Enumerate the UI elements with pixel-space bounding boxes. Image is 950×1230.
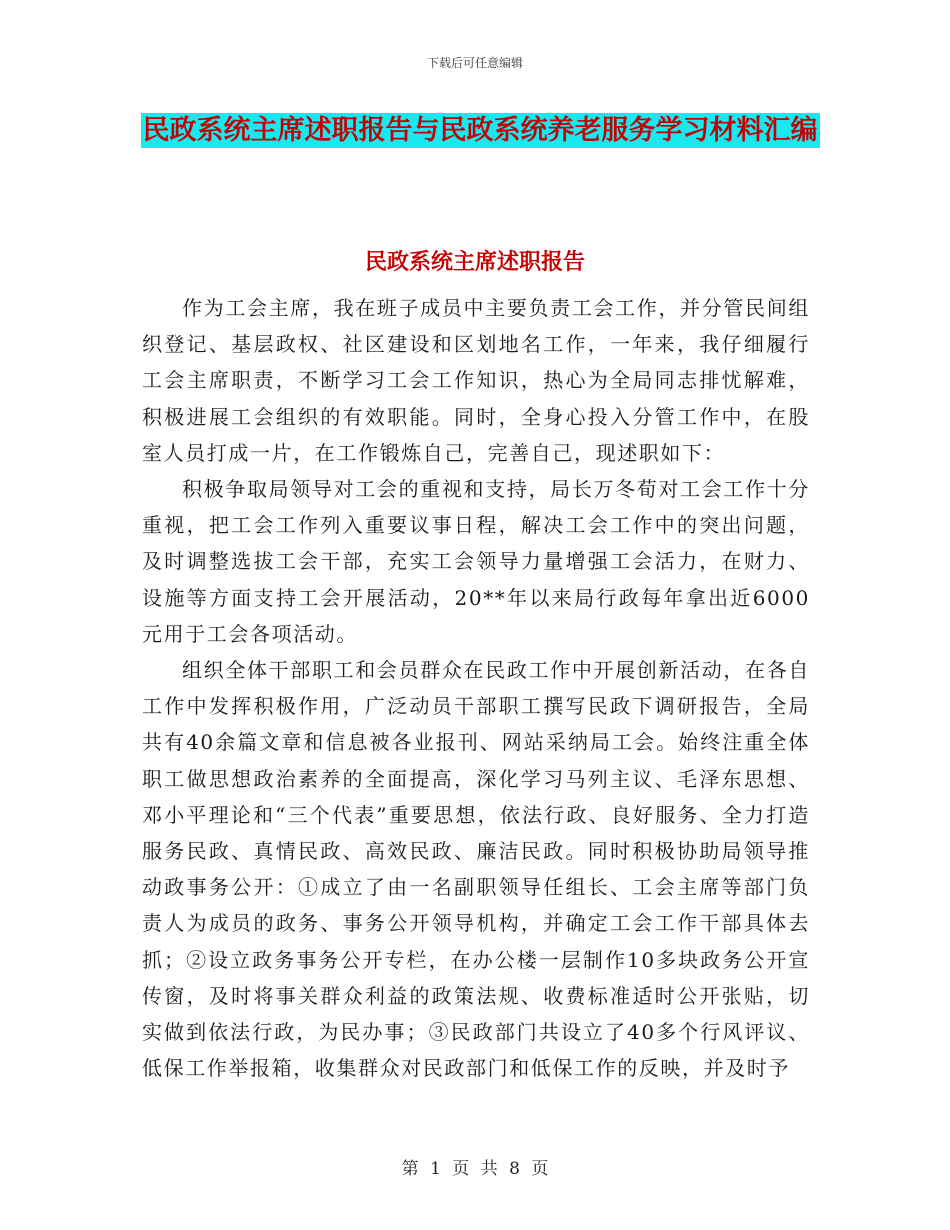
document-title xyxy=(140,108,820,154)
paragraph: 积极争取局领导对工会的重视和支持，局长万冬荀对工会工作十分重视，把工会工作列入重要议事日程，解决工会工作中的突出问题，及时调整选拔工会干部，充实工会领导力量增强工会活力，在财力、设施等方面支持工会开展活动，20**年以来局行政每年拿出近6000元用于工会各项活动。 xyxy=(142,477,810,646)
section-title: 民政系统主席述职报告 xyxy=(364,249,585,275)
document-body xyxy=(142,290,810,1086)
page-number: 第 1 页 共 8 页 xyxy=(401,1159,549,1179)
paragraph: 组织全体干部职工和会员群众在民政工作中开展创新活动，在各自工作中发挥积极作用，广泛动员干部职工撰写民政下调研报告，全局共有40余篇文章和信息被各业报刊、网站采纳局工会。始终注重全体职工做思想政治素养的全面提高，深化学习马列主议、毛泽东思想、邓小平理论和“三个代表”重要思想，依法行政、良好服务、全力打造服务民政、真情民政、高效民政、廉洁民政。同时积极协助局领导推动政事务公开：①成立了由一名副职领导任组长、工会主席等部门负责人为成员的政务、事务公开领导机构，并确定工会工作干部具体去抓；②设立政务事务公开专栏，在办公楼一层制作10多块政务公开宣传窗，及时将事关群众利益的政策法规、收费标准适时公开张贴，切实做到依法行政，为民办事；③民政部门共设立了40多个行风评议、低保工作举报箱，收集群众对民政部门和低保工作的反映，并及时予 xyxy=(142,658,810,1081)
document-title-text: 民政系统主席述职报告与民政系统养老服务学习材料汇编 xyxy=(142,115,818,146)
header-note: 下载后可任意编辑 xyxy=(426,56,523,70)
paragraph: 作为工会主席，我在班子成员中主要负责工会工作，并分管民间组织登记、基层政权、社区建设和区划地名工作，一年来，我仔细履行工会主席职责，不断学习工会工作知识，热心为全局同志排忧解难，积极进展工会组织的有效职能。同时，全身心投入分管工作中，在股室人员打成一片，在工作锻炼自己，完善自己，现述职如下： xyxy=(142,296,810,465)
